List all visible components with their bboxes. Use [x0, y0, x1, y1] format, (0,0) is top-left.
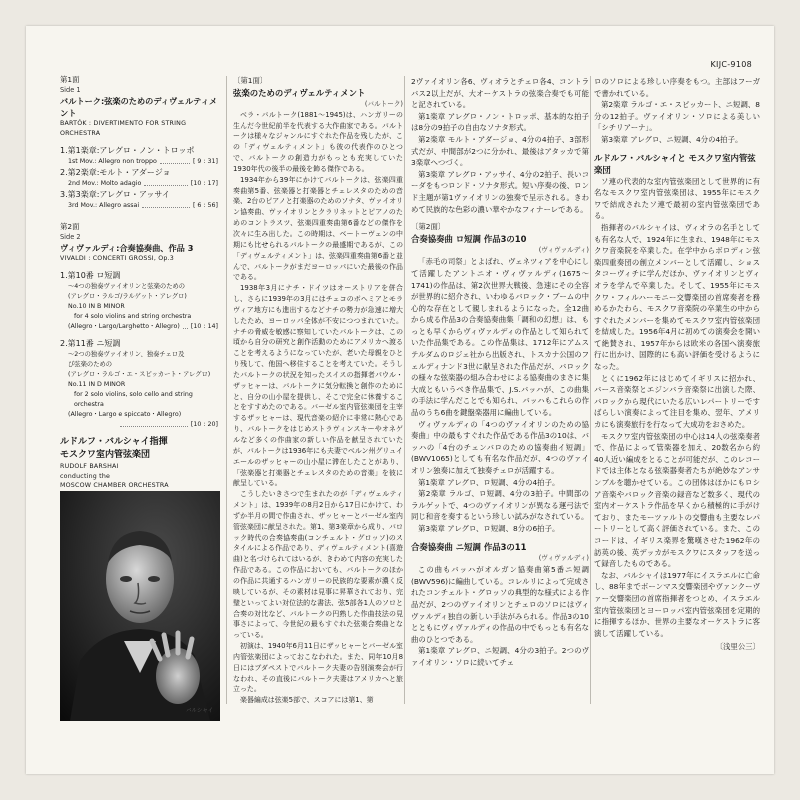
column-divider	[226, 76, 227, 704]
paragraph: 第1楽章 アレグロ・ノン・トロッポ、基本的な拍子は8分の9拍子の自由なソナタ形式。	[411, 111, 589, 133]
side2-work-title: ヴィヴァルディ:合奏協奏曲、作品 3	[60, 243, 194, 253]
side1-work-title-en: BARTÓK : DIVERTIMENTO FOR STRING ORCHESTRA	[60, 120, 187, 137]
side2-piece: 1.第10番 ロ短調 ～4つの独奏ヴァイオリンと弦楽のための (アレグロ・ラルゴ/ラルゲット・アレグロ) No.10 IN B MINOR for 4 solo violins and string orchestra (Allegro・Largo/Larghetto・Allegro) [10 : 14]	[60, 271, 218, 330]
paragraph: 第3楽章 アレグロ、ニ短調、4分の4拍子。	[601, 134, 743, 144]
paragraph: 第2楽章 ラルゴ、ロ短調、4分の3拍子。中間部のラルゲットで、4つのヴァイオリンが異なる運弓法で同じ和音を奏するという珍しい試みがなされている。	[411, 489, 589, 522]
author-credit: 〔浅里公三〕	[715, 642, 760, 652]
catalog-number: KIJC-9108	[710, 60, 752, 69]
composer-credit: (ヴィヴァルディ)	[538, 245, 589, 254]
side2-piece: 2.第11番 ニ短調 ～2つの独奏ヴァイオリン、独奏チェロ及 び弦楽のための (アレグロ・ラルゴ・エ・スピッカート・アレグロ) No.11 IN D MINOR for 2 solo violins, solo cello and string orchestra (Allegro・Largo e spiccato・Allegro) [10 : 20]	[60, 339, 218, 428]
orchestra-name: モスクワ室内管弦楽団	[60, 450, 151, 460]
side1-heading: 第1面	[60, 75, 80, 84]
conductor-photo	[60, 491, 220, 721]
paragraph: 第3楽章 アレグロ・アッサイ、4分の2拍子、長いコーダをもつロンド・ソナタ形式。短い序奏の後、ロンド主題が第1ヴァイオリンの独奏で呈示される。きわめて民族的な色彩の濃い華やかなフィナーレである。	[411, 169, 589, 214]
paragraph: 2ヴァイオリン各6、ヴィオラとチェロ各4、コントラバス2以上だが、大オーケストラの弦楽合奏でも可能と記されている。	[411, 77, 589, 110]
track-listing	[60, 74, 218, 517]
notes-column-2	[233, 76, 403, 706]
paragraph: なお、バルシャイは1977年にイスラエルに亡命し、88年までボーンマス交響楽団やヴァンクーヴァー交響楽団の首席指揮者をつとめ、イスラエル室内管弦楽団とヨーロッパ室内管弦楽団を定期的に指揮するほか、世界の主要なオーケストラに客演して活躍している。	[594, 570, 760, 638]
conductor-name: ルドルフ・バルシャイ指揮	[60, 437, 168, 447]
section-title: 合奏協奏曲 ニ短調 作品3の11	[411, 541, 527, 552]
paragraph: とくに1962年にはじめてイギリスに招かれ、バース音楽祭とエジンバラ音楽祭に出演した際、バロックから現代にいたる広いレパートリーですばらしい演奏によって注目を集め、翌年、アメリカにも演奏旅行を行なって大成功をおさめた。	[594, 373, 760, 430]
section-title: 合奏協奏曲 ロ短調 作品3の10	[411, 233, 527, 244]
side2-work-title-en: VIVALDI : CONCERTI GROSSI, Op.3	[60, 255, 175, 262]
side2-heading-en: Side 2	[60, 233, 81, 241]
paragraph: 「赤毛の司祭」とよばれ、ヴェネツィアを中心にして活躍したアントニオ・ヴィヴァルディ(1675～1741)の作品は、第2次世界大戦後、急速にその全容が世界的に紹介され、いわゆるバロック・ブームの中心的な存在として親しまれるようになった。全12曲から成る作品3の合奏協奏曲集「調和の幻想」は、もっとも早くからヴィヴァルディの作品として知られていた作品集である。この作品集は、1712年にアムステルダムのロジェ社から出版され、トスカナ公国のフェルディナンド3世に献呈された作品だが、バロックの様々な弦楽器の組み合わせによる協奏曲のまさに集大成ともいうべき作品集で、J.S.バッハが、この曲集の手法に学んだことでも知られ、バッハもこれらの作品のうち6曲を鍵盤楽器用に編曲している。	[411, 257, 589, 418]
conductor-portrait	[60, 491, 220, 721]
side1-heading-en: Side 1	[60, 86, 81, 94]
composer-credit: (バルトーク)	[364, 99, 403, 108]
notes-column-4	[594, 76, 760, 653]
liner-notes-sheet	[26, 26, 774, 774]
column-divider	[404, 76, 405, 704]
section-label: 〔第2面〕	[411, 222, 446, 232]
paragraph: ベラ・バルトーク(1881～1945)は、ハンガリーの生んだ今世紀前半を代表する大作曲家である。バルトークは様々なジャンルにすぐれた作品を残したが、この「ディヴェルティメント」も彼の代表作のひとつで、バルトークの創造力がもっとも充実していた1930年代の後半の最後を飾る傑作である。	[233, 110, 403, 173]
paragraph: モスクワ室内管弦楽団の中心は14人の弦楽奏者で、作品によって管楽器を加え、20数名から約40人近い編成をとることが可能だが、このレコードでは主体となる弦楽器奏者たちが絶妙なアンサンブルを聴かせている。この団体はほかにもロシア音楽やバロック音楽の録音など数多く、現代の室内オーケストラ作品を早くから積極的に手がけており、またモーツァルトの交響曲も主要なレパートリーとして高く評価されている。また、このコードは、イギリス楽界を驚嘆させた1962年の訪英の後、英デッカがモスクワにスタッフを送って録音したものである。	[594, 431, 760, 569]
paragraph: 第2楽章 ラルゴ・エ・スピッカート、ニ短調、8分の12拍子。ヴァイオリン・ソロによる美しい「シチリアーナ」。	[594, 100, 760, 133]
paragraph: 1938年3月にナチ・ドイツはオーストリアを併合し、さらに1939年の3月にはチェコのボヘミアとモラヴィア地方にも進出するなどナチの勢力が急速に増大したため、ヨーロッパ全体が不安につつまれていた。ナチの脅威を敏感に察知していたバルトークは、この頃から自分の研究と創作活動のためにアメリカへ渡ることを考えるようになっていたが、老いた母親をひとり残して、他国へ移住することを考えていた。そうしたバルトークの状況を知ったスイスの指揮者パウル・ザッヒャーは、バルトークに気分転換と創作のためにと、自分の山小屋を提供し、そこで完全に休養することをすすめたのである。バーゼル室内管弦楽団を主宰するザッヒャーは、現代音楽の紹介に非常に熱心であり、バルトークをはじめストラヴィンスキーやオネゲルなど多くの作曲家の新しい作品を献呈されていたが、バルトークは1936年にも夫妻でベルン州グリュイエールのザッヒャーの山小屋に滞在したことがあり、「弦楽器と打楽器とチェレスタのための音楽」を彼に献呈している。	[233, 284, 403, 488]
track-time: [ 9 : 31]	[192, 158, 218, 165]
side1-movement: 1.第1楽章:アレグロ・ノン・トロッポ 1st Mov.: Allegro non troppo [ 9 : 31]	[60, 146, 218, 165]
paragraph: 第1楽章 アレグロ、ロ短調、4分の4拍子。	[418, 477, 560, 487]
paragraph: 楽器編成は弦楽5部で、スコアには第1、第	[240, 696, 374, 705]
paragraph: 第3楽章 アレグロ、ロ短調、8分の6拍子。	[418, 523, 560, 533]
paragraph: 初演は、1940年6月11日にザッヒャーとバーゼル室内管弦楽団によっておこなわれた。また、同年10月8日にはブダペストでバルトーク夫妻の告別演奏会が行なわれ、その直後にバルトーク夫妻はアメリカへと旅立った。	[233, 642, 403, 694]
section-label: 〔第1面〕	[233, 76, 268, 85]
paragraph: この曲もバッハがオルガン協奏曲第5番ニ短調(BWV596)に編曲している。コレルリによって完成されたコンチェルト・グロッソの典型的な様式による作品だが、2つのヴァイオリンとチェロのソロにはヴィヴァルディ独自の新しい手法がみられる。作品3の10とともにヴィヴァルディの作品の中でもっとも有名な曲のひとつである。	[411, 565, 589, 644]
side1-work-title: バルトーク:弦楽のためのディヴェルティメント	[60, 96, 218, 118]
paragraph: 指揮者のバルシャイは、ヴィオラの名手としても有名な人で、1924年に生まれ、1948年にモスクワ音楽院を卒業した。在学中からボロディン弦楽四重奏団の創立メンバーとして活躍し、ショスタコーヴィチに学んだほか、ヴァイオリンとヴィオラを学んで卒業した。そして、1955年にモスクワ・フィルハーモニー交響楽団の首席奏者を務めるかたわら、モスクワ音楽院の卒業生の中からすぐれたメンバーを集めてモスクワ室内管弦楽団を結成した。1956年4月に初めての演奏会を開いて絶賛され、1957年からは欧米の各国へ演奏旅行に出かけ、国際的にも高い評価を受けるようになった。	[594, 222, 760, 372]
orchestra-name-en: MOSCOW CHAMBER ORCHESTRA	[60, 482, 169, 489]
photo-caption: バルシャイ	[186, 708, 214, 714]
track-time: [10 : 17]	[190, 180, 218, 187]
side1-movement: 2.第2楽章:モルト・アダージョ 2nd Mov.: Molto adagio [10 : 17]	[60, 168, 218, 187]
paragraph: 1934年から39年にかけてバルトークは、弦楽四重奏曲第5番、弦楽器と打楽器とチェレスタのための音楽、2台のピアノと打楽器のためのソナタ、ヴァイオリン協奏曲、ヴァイオリンとクラリネットとピアノのためのコントラスツ、弦楽四重奏曲第6番などの傑作を次々に生み出した。この時期は、ベートーヴェンの中期にも比せられるバルトークの最盛期であるが、この「ディヴェルティメント」は、弦楽四重奏曲第6番と並んで、バルトークがまだヨーロッパにいた最後の作品である。	[233, 175, 403, 282]
section-title: 弦楽のためのディヴェルティメント	[233, 87, 366, 98]
side1-movement: 3.第3楽章:アレグロ・アッサイ 3rd Mov.: Allegro assai [ 6 : 56]	[60, 190, 218, 209]
track-time: [10 : 14]	[190, 323, 218, 330]
notes-column-3	[411, 76, 589, 669]
paragraph: こうしたいきさつで生まれたのが「ディヴェルティメント」は、1939年の8月2日から17日にかけて、わずか半月の間で作曲され、ザッヒャーとバーゼル室内管弦楽団に献呈された。第1、第3楽章から成り、バロック時代の合奏協奏曲(コンチェルト・グロッソ)のスタイルによる作品であり、ディヴェルティメント(喜遊曲)と名づけられてはいるが、きわめて内容の充実した作品である。この作品においても、バルトークのほかの作品に共通するハンガリーの民族的な要素が濃く反映しているが、その素材は見事に昇華されており、完璧といってよい対位法的な書法、弦5部各1人のソロと合奏の対比など、バルトークの円熟した作曲技法の見事さによって、今世紀の最もすぐれた弦楽合奏曲となっている。	[233, 490, 403, 640]
paragraph: 第1楽章 アレグロ、ニ短調、4分の3拍子。2つのヴァイオリン・ソロに続いてチェ	[411, 646, 589, 667]
paragraph: ヴィヴァルディの「4つのヴァイオリンのための協奏曲」中の最もすぐれた作品である作品3の10は、バッハの「4台のチェンバロのための協奏曲イ短調」(BWV1065)としても有名な作品だが、4つのヴァイオリン独奏に加えて独奏チェロが活躍する。	[411, 419, 589, 475]
side2-heading: 第2面	[60, 222, 80, 231]
column-divider	[590, 76, 591, 704]
conductor-name-en: RUDOLF BARSHAI	[60, 463, 119, 470]
paragraph: 第2楽章 モルト・アダージョ、4分の4拍子、3部形式だが、中間部が2つに分かれ、最後はアタッカで第3楽章へつづく。	[411, 134, 589, 168]
track-time: [ 6 : 56]	[192, 202, 218, 209]
track-time: [10 : 20]	[190, 421, 218, 428]
paragraph: ソ連の代表的な室内管弦楽団として世界的に有名なモスクワ室内管弦楽団は、1955年にモスクワで結成されたソ連で最初の室内管弦楽団である。	[594, 176, 760, 221]
composer-credit: (ヴィヴァルディ)	[538, 553, 589, 562]
section-title: ルドルフ・バルシャイと モスクワ室内管弦楽団	[594, 152, 756, 175]
paragraph: ロのソロによる珍しい序奏をもつ。主部はフーガで書かれている。	[594, 77, 760, 98]
conducting-en: conducting the	[60, 472, 111, 480]
